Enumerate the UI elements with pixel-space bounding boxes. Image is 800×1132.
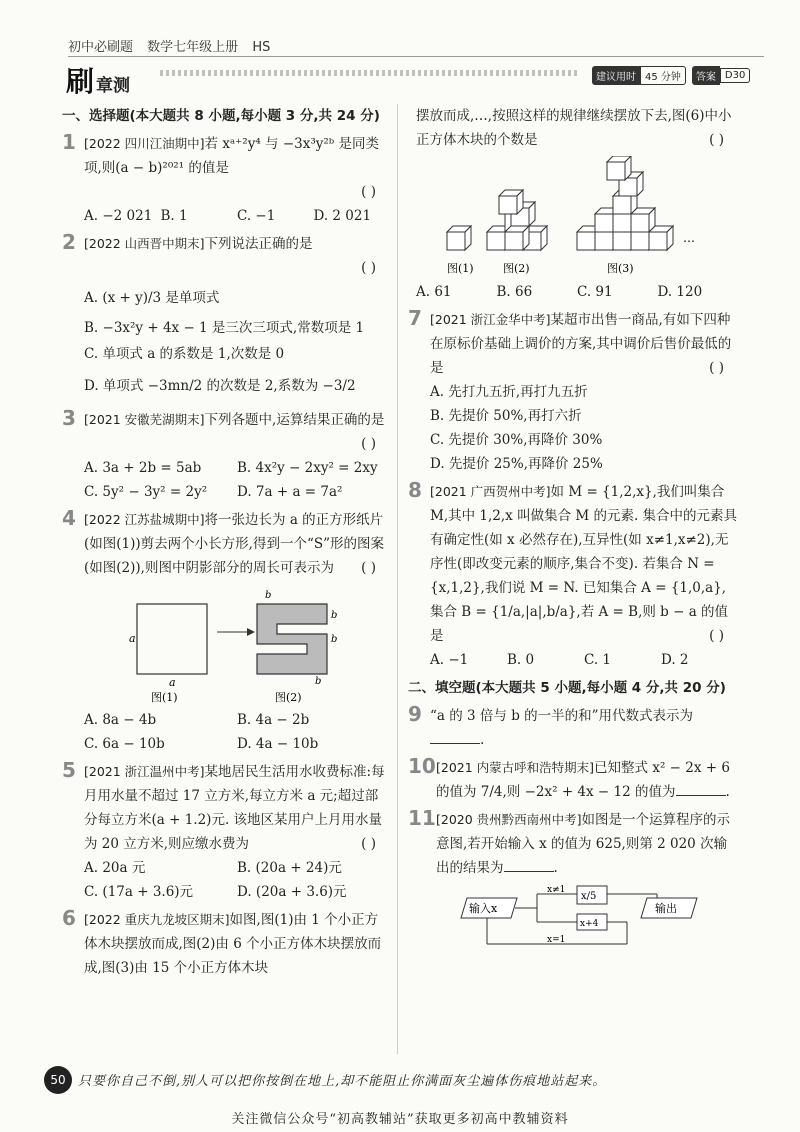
- option: C. 先提价 30%,再降价 30%: [430, 432, 603, 448]
- svg-text:a: a: [129, 632, 136, 645]
- page-number: 50: [44, 1066, 72, 1094]
- option: B. 0: [507, 652, 535, 668]
- figure-caption: 图(1): [151, 691, 178, 704]
- question-source: [2022 四川江油期中]: [84, 136, 205, 151]
- question-text: 如 M = {1,2,x},我们叫集合 M,其中 1,2,x 叫做集合 M 的元素. 集合中的元素具有确定性(如 x 必然存在),互异性(如 x≠1,x≠2),无序性(即改变元素的顺序,集合不变). 若集合 N = {x,1,2},我们说 M = N. 已知集合 A = {1,0,a},集合 B = {1/a,|a|,b/a},若 A = B,则 b − a 的值是: [430, 484, 738, 644]
- option: A. −1: [430, 652, 469, 668]
- time-box: [592, 66, 756, 85]
- question-3: [62, 408, 390, 504]
- brand-small: 章测: [96, 76, 131, 96]
- answer-blank[interactable]: [676, 781, 726, 796]
- question-text: 如图是一个运算程序的示意图,若开始输入 x 的值为 625,则第 2 020 次输出的结果为: [436, 812, 731, 876]
- answer-bracket: ( ): [361, 560, 376, 576]
- options: [84, 456, 390, 504]
- option: D. 4a − 10b: [237, 736, 319, 752]
- section-choice: 一、选择题(本大题共 8 小题,每小题 3 分,共 24 分): [62, 108, 380, 124]
- answer-bracket: ( ): [361, 184, 376, 200]
- question-text: 将一张边长为 a 的正方形纸片(如图(1))剪去两个小长方形,得到一个“S”形的图案(如图(2)),则图中阴影部分的周长可表示为: [84, 512, 384, 576]
- question-number: 9: [408, 702, 422, 726]
- book-title: 数学七年级上册: [147, 40, 239, 55]
- question-number: 1: [62, 130, 76, 154]
- figure-caption: 图(2): [275, 691, 302, 704]
- answer-bracket: ( ): [709, 628, 724, 644]
- answer-bracket: ( ): [361, 436, 376, 452]
- left-column: [62, 104, 390, 980]
- cube-stack-figure: [427, 156, 727, 276]
- answer-bracket: ( ): [361, 836, 376, 852]
- question-source: [2020 贵州黔西南州中考]: [436, 812, 582, 827]
- svg-text:b: b: [331, 634, 338, 645]
- option: B. 4a − 2b: [237, 712, 310, 728]
- option: A. 先打九五折,再打九五折: [430, 384, 588, 400]
- brand: [66, 60, 130, 100]
- option: D. 120: [657, 284, 703, 300]
- question-text: 如图,图(1)由 1 个小正方体木块摆放而成,图(2)由 6 个小正方体木块摆放而成,图(3)由 15 个小正方体木块: [84, 912, 382, 976]
- question-text: “a 的 3 倍与 b 的一半的和”用代数式表示为: [430, 708, 694, 724]
- option: B. 4x²y − 2xy² = 2xy: [237, 460, 378, 476]
- option: A. 8a − 4b: [84, 712, 157, 728]
- question-end: .: [725, 784, 730, 800]
- answer-blank[interactable]: [504, 857, 554, 872]
- answer-bracket: ( ): [709, 360, 724, 376]
- answer-bracket: ( ): [361, 260, 376, 276]
- svg-text:…: …: [683, 231, 695, 245]
- svg-text:a: a: [169, 676, 176, 689]
- decor-dashes: [160, 70, 580, 76]
- options: [430, 648, 738, 672]
- question-text: 下列各题中,运算结果正确的是: [204, 412, 385, 428]
- question-11: [408, 808, 738, 948]
- question-text: 某地居民生活用水收费标准:每月用水量不超过 17 立方米,每立方米 a 元;超过部分每立方米(a + 1.2)元. 该地区某用户上月用水量为 20 立方米,则应缴水费为: [84, 764, 385, 852]
- option: B. −3x²y + 4x − 1 是三次三项式,常数项是 1: [84, 320, 365, 336]
- question-text: 若 xᵃ⁺²y⁴ 与 −3x³y²ᵇ 是同类项,则(a − b)²⁰²¹ 的值是: [84, 136, 379, 176]
- question-end: .: [480, 732, 485, 748]
- option: C. 91: [577, 284, 613, 300]
- option: A. 61: [416, 284, 452, 300]
- question-number: 7: [408, 306, 422, 330]
- question-number: 6: [62, 906, 76, 930]
- question-source: [2021 内蒙古呼和浩特期末]: [436, 760, 595, 775]
- flow-box1: x/5: [581, 891, 597, 902]
- header-divider: [68, 56, 764, 57]
- option: C. −1: [237, 208, 276, 224]
- svg-text:b: b: [265, 590, 272, 601]
- question-number: 11: [408, 806, 436, 830]
- question-source: [2022 山西晋中期末]: [84, 236, 205, 251]
- flow-cond2: x=1: [547, 935, 566, 945]
- question-text: 下列说法正确的是: [204, 236, 313, 252]
- option: A. 3a + 2b = 5ab: [84, 460, 202, 476]
- option: C. (17a + 3.6)元: [84, 884, 194, 900]
- answer-label: 答案: [692, 66, 720, 85]
- question-5: [62, 760, 390, 904]
- svg-text:b: b: [315, 676, 322, 687]
- question-source: [2022 江苏盐城期中]: [84, 512, 205, 527]
- flow-box2: x+4: [580, 919, 599, 929]
- question-number: 5: [62, 758, 76, 782]
- series-title: 初中必刷题: [68, 40, 134, 55]
- option: D. (20a + 3.6)元: [237, 884, 347, 900]
- option: C. 单项式 a 的系数是 1,次数是 0: [84, 346, 285, 362]
- question-text: 已知整式 x² − 2x + 6 的值为 7/4,则 −2x² + 4x − 12 的值为: [436, 760, 730, 800]
- answer-value: D30: [720, 68, 750, 83]
- figure-caption: 图(1): [447, 262, 474, 275]
- option: A. (x + y)/3 是单项式: [84, 290, 220, 306]
- question-end: .: [553, 860, 558, 876]
- question-1: [62, 132, 390, 228]
- question-10: [408, 756, 738, 804]
- question-4: [62, 508, 390, 756]
- answer-bracket: ( ): [709, 132, 724, 148]
- option: D. 单项式 −3mn/2 的次数是 2,系数为 −3/2: [84, 378, 356, 394]
- question-number: 4: [62, 506, 76, 530]
- section-fill: 二、填空题(本大题共 5 小题,每小题 4 分,共 20 分): [408, 680, 726, 696]
- column-divider: [397, 104, 398, 1054]
- options: [84, 204, 390, 228]
- question-source: [2022 重庆九龙坡区期末]: [84, 912, 230, 927]
- question-8: [408, 480, 738, 672]
- flow-cond1: x≠1: [547, 885, 566, 895]
- question-6-continued: [408, 104, 738, 304]
- question-text: 某超市出售一商品,有如下四种在原标价基础上调价的方案,其中调价后售价最低的是: [430, 312, 732, 376]
- question-2: [62, 232, 390, 398]
- question-number: 3: [62, 406, 76, 430]
- edition: HS: [252, 40, 271, 55]
- option: B. 先提价 50%,再打六折: [430, 408, 582, 424]
- question-6: [62, 908, 390, 980]
- header-top: [68, 36, 280, 55]
- option: C. 1: [584, 652, 612, 668]
- question-7: [408, 308, 738, 476]
- options: [416, 280, 738, 304]
- option: B. (20a + 24)元: [237, 860, 342, 876]
- square-s-figure: [127, 584, 347, 704]
- time-value: 45 分钟: [640, 66, 686, 85]
- flow-output: 输出: [655, 902, 677, 915]
- option: A. 20a 元: [84, 860, 146, 876]
- option: B. 1: [160, 208, 188, 224]
- figure-caption: 图(2): [503, 262, 530, 275]
- options: [84, 856, 390, 904]
- option: D. 先提价 25%,再降价 25%: [430, 456, 603, 472]
- option: C. 5y² − 3y² = 2y²: [84, 484, 208, 500]
- option: D. 2 021: [313, 208, 372, 224]
- figure-caption: 图(3): [607, 262, 634, 275]
- option: C. 6a − 10b: [84, 736, 165, 752]
- option: A. −2 021: [84, 208, 153, 224]
- brand-big: 刷: [66, 65, 95, 98]
- option: B. 66: [496, 284, 533, 300]
- time-label: 建议用时: [592, 66, 640, 85]
- question-source: [2021 浙江金华中考]: [430, 312, 551, 327]
- question-source: [2021 浙江温州中考]: [84, 764, 205, 779]
- flowchart: [457, 884, 717, 948]
- footer-quote: 只要你自己不倒,别人可以把你按倒在地上,却不能阻止你满面灰尘遍体伤痕地站起来。: [78, 1074, 607, 1089]
- answer-blank[interactable]: [430, 729, 480, 744]
- question-source: [2021 广西贺州中考]: [430, 484, 551, 499]
- bottom-note: 关注微信公众号“初高教辅站”获取更多初高中教辅资料: [231, 1112, 569, 1127]
- question-number: 10: [408, 754, 436, 778]
- question-9: [408, 704, 738, 752]
- right-column: [408, 104, 738, 952]
- option: D. 2: [661, 652, 689, 668]
- question-text: 摆放而成,…,按照这样的规律继续摆放下去,图(6)中小正方体木块的个数是: [416, 108, 732, 148]
- question-source: [2021 安徽芜湖期末]: [84, 412, 205, 427]
- flow-input: 输入x: [469, 902, 498, 915]
- question-number: 8: [408, 478, 422, 502]
- question-number: 2: [62, 230, 76, 254]
- option: D. 7a + a = 7a²: [237, 484, 343, 500]
- options: [84, 708, 390, 756]
- svg-text:b: b: [331, 610, 338, 621]
